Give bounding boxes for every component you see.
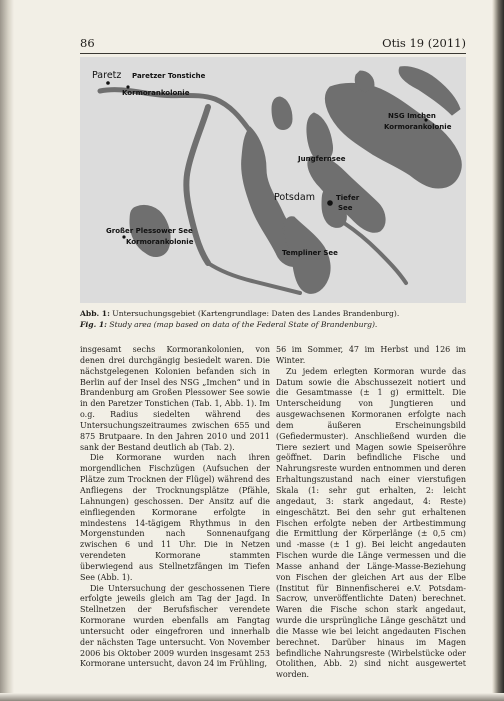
label-potsdam: Potsdam (274, 192, 315, 203)
caption-de-text: Untersuchungsgebiet (Kartengrundlage: Daten des Landes Brandenburg). (109, 309, 400, 318)
label-grosser-plessower-see: Großer Plessower See (106, 227, 193, 235)
lake-north-small (355, 71, 374, 92)
label-paretzer-tonstiche: Paretzer Tonstiche (132, 72, 206, 80)
caption-de-label: Abb. 1: (80, 309, 110, 318)
label-kormorankolonie-paretz: Kormorankolonie (122, 89, 190, 97)
right-paragraph-2: Zu jedem erlegten Kormoran wurde das Datum sowie die Abschussezeit notiert und die Gesamtmasse (± 1 g) ermittelt. Die Unterscheidung von Jungtieren und ausgewachsenen Kormoranen erfolgte nach dem äußeren Erscheinungsbild (Gefiedermuster). Anschließend wurden die Tiere seziert und Magen sowie Speiseröhre geöffnet. Darin befindliche Fische und Nahrungsreste wurden entnommen und deren Erhaltungszustand nach einer vierstufigen Skala (1: sehr gut erhalten, 2: leicht angedaut, 3: stark angedaut, 4: Reste) eingeschätzt. Bei den sehr gut erhaltenen Fischen erfolgte neben der Artbestimmung die Ermittlung der Körperlänge (± 0,5 cm) und -masse (± 1 g). Bei leicht angedauten Fischen wurde die Länge vermessen und die Masse anhand der Länge-Masse-Beziehung von Fischen der gleichen Art aus der Elbe (Institut für Binnenfischerei e.V. Potsdam-Sacrow, unveröffentlichte Daten) berechnet. Waren die Fische schon stark angedaut, wurde die ursprüngliche Länge geschätzt und die Masse wie bei leicht angedauten Fischen berechnet. Darüber hinaus im Magen befindliche Nahrungsreste (Wirbelstücke oder Otolithen, Abb. 2) sind nicht ausgewertet worden. (276, 366, 466, 680)
study-area-map (80, 57, 466, 303)
label-tiefer: Tiefer (336, 194, 360, 202)
havel-south (208, 263, 300, 293)
page-number: 86 (80, 36, 95, 50)
page-shadow-bottom (0, 693, 504, 701)
caption-en-label: Fig. 1: (80, 320, 107, 329)
label-templiner-see: Templiner See (282, 249, 338, 257)
text-column-right (276, 345, 466, 681)
left-paragraph-3: Die Untersuchung der geschossenen Tiere erfolgte jeweils gleich am Tag der Jagd. In Stellnetzen der Berufsfischer verendete Kormorane wurden ebenfalls am Fangtag untersucht oder eingefroren und innerhalb der nächsten Tage untersucht. Von November 2006 bis Oktober 2009 wurden insgesamt 253 Kormorane untersucht, davon 24 im Frühling, (80, 583, 270, 669)
label-jungfernsee: Jungfernsee (298, 155, 346, 163)
label-paretz: Paretz (92, 70, 122, 81)
water-bodies (100, 67, 461, 294)
potsdam-marker (327, 200, 333, 206)
paretz-marker (106, 81, 110, 85)
label-see: See (338, 204, 353, 212)
left-paragraph-2: Die Kormorane wurden nach ihren morgendlichen Fischzügen (Aufsuchen der Plätze zum Trocknen der Flügel) während des Anfliegens der Trocknungsplätze (Pfähle, Lahnungen) geschossen. Der Ansitz auf die einfliegenden Kormorane erfolgte in mindestens 14-tägigem Rhythmus in den Morgenstunden nach Sonnenaufgang zwischen 6 und 11 Uhr. Die in Netzen verendeten Kormorane stammten überwiegend aus Stellnetzfängen im Tiefen See (Abb. 1). (80, 453, 270, 582)
running-header (80, 36, 466, 50)
header-rule (80, 53, 466, 54)
journal-citation: Otis 19 (2011) (382, 36, 466, 50)
label-kormorankolonie-imchen: Kormorankolonie (384, 123, 452, 131)
page-shadow-right (492, 0, 504, 701)
jungfernsee (307, 113, 333, 161)
label-nsg-imchen: NSG Imchen (388, 112, 436, 120)
figure-caption (80, 308, 466, 330)
caption-en-text: Study area (map based on data of the Federal State of Brandenburg). (106, 320, 378, 329)
text-column-left (80, 345, 270, 670)
caption-german (80, 308, 466, 319)
label-kormorankolonie-plessow: Kormorankolonie (126, 238, 194, 246)
page-shadow-left (0, 0, 14, 701)
caption-english (80, 319, 466, 330)
lake-northwest (272, 97, 292, 130)
left-paragraph-1: insgesamt sechs Kormorankolonien, von denen drei durchgängig besiedelt waren. Die nächstgelegenen Kolonien befanden sich in Berlin auf der Insel des NSG „Imchen“ und in Brandenburg am Großen Plessower See sowie in den Paretzer Tonstichen (Tab. 1, Abb. 1). Im o.g. Radius siedelten während des Untersuchungszeitraumes zwischen 655 und 875 Brutpaare. In den Jahren 2010 und 2011 sank der Bestand deutlich ab (Tab. 2). (80, 345, 270, 452)
right-paragraph-1: 56 im Sommer, 47 im Herbst und 126 im Winter. (276, 345, 466, 365)
